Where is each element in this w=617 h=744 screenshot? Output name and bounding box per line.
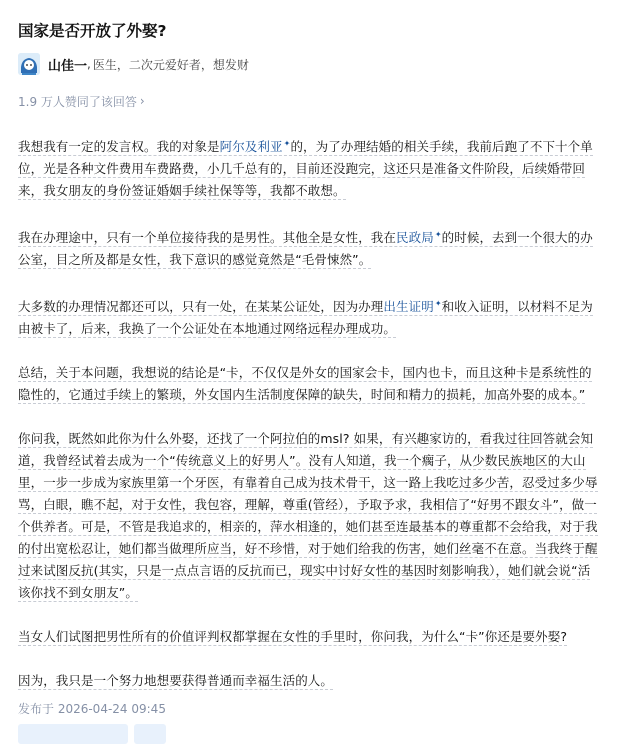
answer-paragraph xyxy=(18,670,599,692)
answer-paragraph xyxy=(18,428,599,604)
paragraph-text: 我想我有一定的发言权。我的对象是 xyxy=(18,139,220,155)
search-spark-icon: ✦ xyxy=(434,299,442,309)
action-bar xyxy=(18,724,166,744)
keyword-link[interactable] xyxy=(220,139,291,154)
answer-paragraph xyxy=(18,133,599,202)
voters-count: 1.9 万人赞同了该回答 xyxy=(18,94,137,109)
answer-paragraph xyxy=(18,362,599,406)
voters-link[interactable] xyxy=(18,93,599,109)
vote-up-button[interactable] xyxy=(18,724,128,744)
author-bio: 医生，二次元爱好者，想发财 xyxy=(92,57,249,72)
question-title[interactable]: 国家是否开放了外娶? xyxy=(18,22,167,40)
author-name[interactable]: 山佳一 xyxy=(48,58,88,74)
author-info xyxy=(18,51,599,77)
answer-paragraph xyxy=(18,626,599,648)
vote-down-button[interactable] xyxy=(134,724,166,744)
search-spark-icon: ✦ xyxy=(434,230,442,240)
answer-paragraph xyxy=(18,293,599,340)
publish-time: 发布于 2026-04-24 09:45 xyxy=(18,702,166,717)
paragraph-text: 总结，关于本问题，我想说的结论是“卡，不仅仅是外女的国家会卡，国内也卡，而且这种卡是系统性的隐性的，它通过手续上的繁琐，外女国内生活制度保障的缺失，时间和精力的损耗，加高外娶的成本。” xyxy=(18,365,592,403)
paragraph-text: 的，为了办理结婚的相关手续，我前后跑了不下十个单位，光是各种文件费用车费路费，小几千总有的，目前还没跑完，这还只是准备文件阶段，后续婚带回来，我女朋友的身份签证婚姻手续社保等等，我都不敢想。 xyxy=(18,139,593,199)
answer-paragraph xyxy=(18,224,599,271)
paragraph-text: 我在办理途中，只有一个单位接待我的是男性。其他全是女性，我在 xyxy=(18,230,397,246)
paragraph-text: 的时候，去到一个很大的办公室，目之所及都是女性，我下意识的感觉竟然是“毛骨悚然”。 xyxy=(18,230,593,268)
search-spark-icon: ✦ xyxy=(283,139,291,148)
paragraph-text: 大多数的办理情况都还可以，只有一处，在某某公证处，因为办理 xyxy=(18,299,384,315)
keyword-text: 阿尔及利亚 xyxy=(219,139,283,155)
cartoon-avatar-icon[interactable] xyxy=(18,53,40,75)
keyword-link[interactable] xyxy=(383,299,441,314)
answer-content xyxy=(18,133,599,692)
paragraph-text: 当女人们试图把男性所有的价值评判权都掌握在女性的手里时，你问我，为什么“卡”你还是要外娶? xyxy=(18,629,568,645)
paragraph-text: 因为，我只是一个努力地想要获得普通而幸福生活的人。 xyxy=(18,673,334,689)
paragraph-text: 和收入证明，以材料不足为由被卡了，后来，我换了一个公证处在本地通过网络远程办理成功。 xyxy=(18,299,593,337)
keyword-link[interactable] xyxy=(396,230,442,245)
keyword-text: 民政局 xyxy=(396,230,434,246)
author-separator: , xyxy=(87,57,91,71)
paragraph-text: 你问我，既然如此你为什么外娶，还找了一个阿拉伯的msl? 如果，有兴趣家访的，看我过往回答就会知道，我曾经试着去成为一个“传统意义上的好男人”。没有人知道，我一个瘸子，从少数民族地区的大山里，一步一步成为家族里第一个牙医，有靠着自己成为技术骨干，这一路上我吃过多少苦，忍受过多少辱骂，白眼，瞧不起，对于女性，我包容，理解，尊重(管经），予取予求，我相信了“好男不跟女斗”，做一个供养者。可是，不管是我追求的，相亲的，萍水相逢的，她们甚至连最基本的尊重都不会给我，对于我的付出宽松忍让，她们都当做理所应当，好不珍惜，对于她们给我的伤害，她们丝毫不在意。当我终于醒过来试图反抗(其实，只是一点点言语的反抗而已，现实中讨好女性的基因时刻影响我），她们就会说“活该你找不到女朋友”。 xyxy=(18,431,598,601)
keyword-text: 出生证明 xyxy=(383,299,434,315)
chevron-right-icon: › xyxy=(139,94,145,108)
